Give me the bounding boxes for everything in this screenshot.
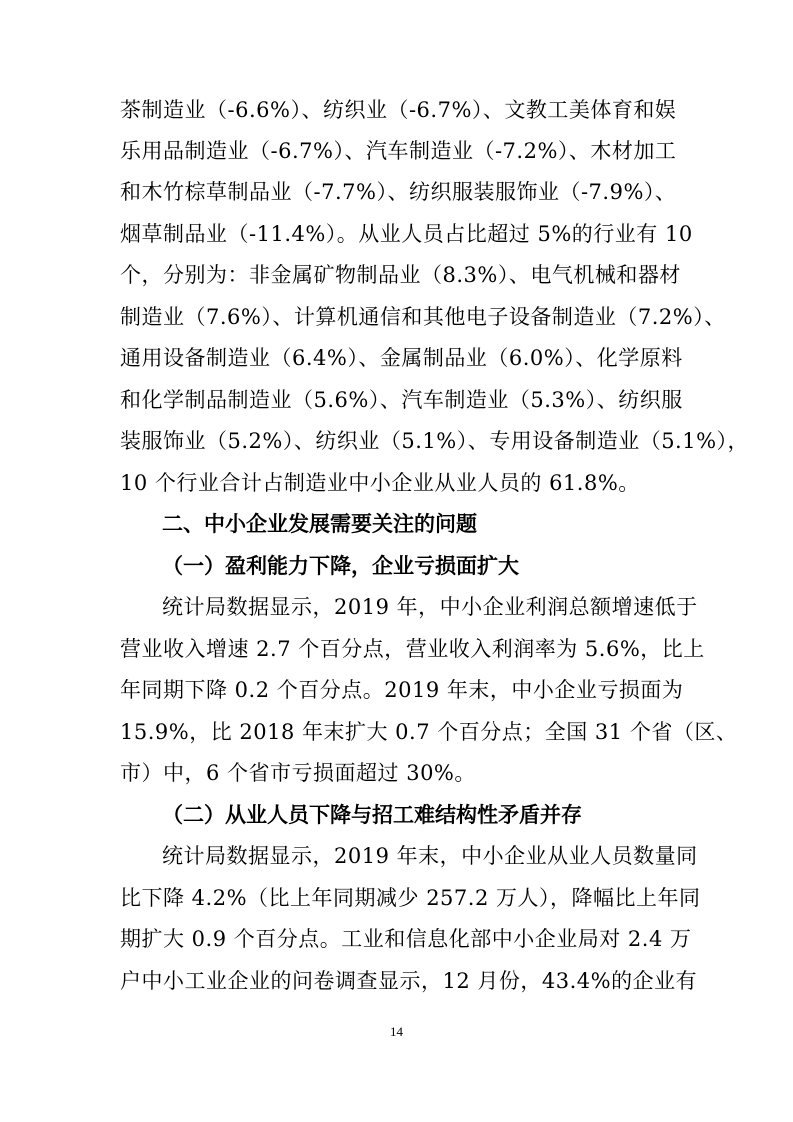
body-text-line: 和化学制品制造业（5.6%）、汽车制造业（5.3%）、纺织服 [120, 388, 683, 412]
body-text-line: 和木竹棕草制品业（-7.7%）、纺织服装服饰业（-7.9%）、 [120, 180, 677, 204]
section-heading: 二、中小企业发展需要关注的问题 [162, 512, 477, 536]
body-text-line: 营业收入增速 2.7 个百分点，营业收入利润率为 5.6%，比上 [120, 637, 705, 661]
subsection-heading-1: （一）盈利能力下降，企业亏损面扩大 [162, 554, 519, 578]
page-number: 14 [390, 1024, 403, 1039]
body-text-line: 15.9%，比 2018 年末扩大 0.7 个百分点；全国 31 个省（区、 [120, 720, 738, 744]
body-text-line: 市）中，6 个省市亏损面超过 30%。 [120, 761, 476, 785]
body-text-line: 户中小工业企业的问卷调查显示，12 月份，43.4%的企业有 [120, 969, 698, 993]
body-text-line: 10 个行业合计占制造业中小企业从业人员的 61.8%。 [120, 471, 640, 495]
body-text-line: 乐用品制造业（-6.7%）、汽车制造业（-7.2%）、木材加工 [120, 139, 677, 163]
body-text-line: 统计局数据显示，2019 年，中小企业利润总额增速低于 [162, 595, 698, 619]
body-text-line: 比下降 4.2%（比上年同期减少 257.2 万人），降幅比上年同 [120, 886, 701, 910]
subsection-heading-2: （二）从业人员下降与招工难结构性矛盾并存 [162, 803, 582, 827]
body-text-line: 个，分别为：非金属矿物制品业（8.3%）、电气机械和器材 [120, 263, 681, 287]
body-text-line: 烟草制品业（-11.4%）。从业人员占比超过 5%的行业有 10 [120, 222, 693, 246]
body-text-line: 年同期下降 0.2 个百分点。2019 年末，中小企业亏损面为 [120, 678, 684, 702]
body-text-line: 统计局数据显示，2019 年末，中小企业从业人员数量同 [162, 844, 698, 868]
body-text-line: 期扩大 0.9 个百分点。工业和信息化部中小企业局对 2.4 万 [120, 927, 692, 951]
body-text-line: 装服饰业（5.2%）、纺织业（5.1%）、专用设备制造业（5.1%）， [120, 429, 750, 453]
body-text-line: 茶制造业（-6.6%）、纺织业（-6.7%）、文教工美体育和娱 [120, 98, 677, 122]
body-text-line: 制造业（7.6%）、计算机通信和其他电子设备制造业（7.2%）、 [120, 305, 726, 329]
body-text-line: 通用设备制造业（6.4%）、金属制品业（6.0%）、化学原料 [120, 346, 683, 370]
